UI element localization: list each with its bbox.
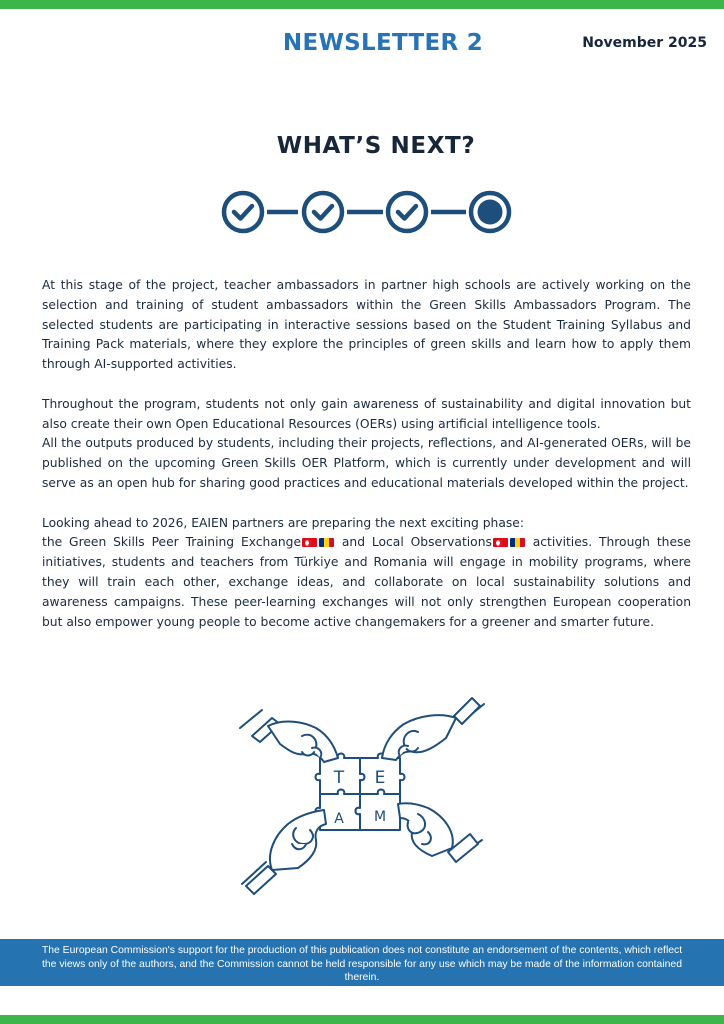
puzzle-letter-e: E (374, 768, 386, 788)
hand-bottom-left-icon (242, 810, 326, 894)
activities-text: activities. Through these initiatives, students and teachers from Türkiye and Romania will engage in mobility programs, where they will train each other, exchange ideas, and collaborate on local sustainability solutions and awareness campaigns. These peer-learning exchanges will not only strengthen European cooperation but also empower young people to become active changemakers for a greener and smarter future. (42, 535, 691, 629)
hand-bottom-right-icon (398, 803, 482, 862)
puzzle-letter-a: A (334, 811, 344, 827)
hand-top-left-icon (240, 710, 338, 762)
step-1-check-icon (224, 193, 262, 231)
romania-flag-icon (319, 538, 334, 547)
top-green-bar (0, 0, 724, 9)
newsletter-title: NEWSLETTER 2 (282, 30, 484, 56)
paragraph-4-intro: Looking ahead to 2026, EAIEN partners are preparing the next exciting phase: (42, 515, 524, 530)
turkey-flag-icon (302, 538, 317, 547)
section-title: WHAT’S NEXT? (276, 133, 476, 159)
bottom-green-bar (0, 1015, 724, 1024)
turkey-flag-icon (493, 538, 508, 547)
progress-steps (220, 189, 514, 235)
step-2-check-icon (304, 193, 342, 231)
article-body (42, 276, 691, 632)
newsletter-date: November 2025 (582, 35, 707, 51)
paragraph-2: Throughout the program, students not only gain awareness of sustainability and digital innovation but also create their own Open Educational Resources (OERs) using artificial intelligence tools. (42, 396, 691, 431)
paragraph-3: All the outputs produced by students, including their projects, reflections, and AI-generated OERs, will be published on the upcoming Green Skills OER Platform, which is currently under development and will serve as an open hub for sharing good practices and educational materials developed within the project. (42, 436, 691, 490)
puzzle-letter-m: M (373, 809, 387, 825)
step-3-check-icon (388, 193, 426, 231)
paragraph-1: At this stage of the project, teacher ambassadors in partner high schools are actively working on the selection and training of student ambassadors within the Green Skills Ambassadors Program. The selected students are participating in interactive sessions based on the Student Training Syllabus and Training Pack materials, where they explore the principles of green skills and learn how to apply them through AI-supported activities. (42, 278, 691, 372)
local-observations-text: and Local Observations (335, 535, 492, 550)
puzzle-letter-t: T (333, 768, 345, 788)
paragraph-4 (42, 533, 691, 632)
eu-disclaimer-footer: The European Commission's support for the production of this publication does not constitute an endorsement of the contents, which reflect the views only of the authors, and the Commission cannot be held responsible for any use which may be made of the information contained therein. (0, 939, 724, 986)
step-4-current-icon (471, 193, 509, 231)
peer-exchange-text: the Green Skills Peer Training Exchange (42, 535, 302, 550)
hand-top-right-icon (382, 698, 484, 760)
romania-flag-icon (510, 538, 525, 547)
team-puzzle-hands-illustration (232, 688, 492, 910)
